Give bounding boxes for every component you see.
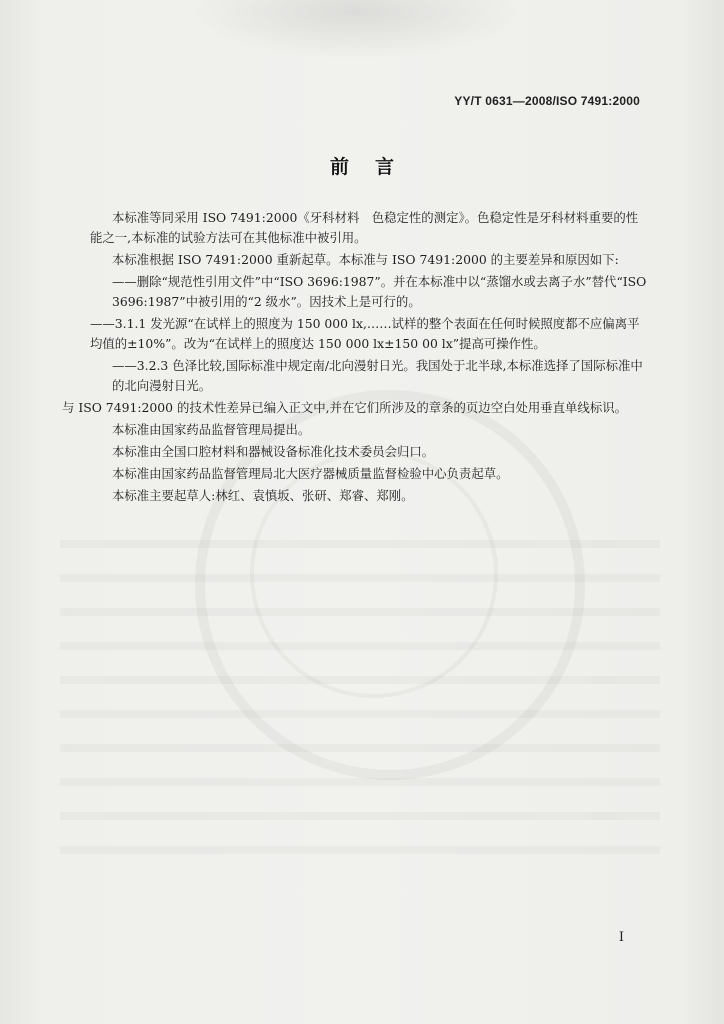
- paragraph-proposer: 本标准由国家药品监督管理局提出。: [112, 422, 311, 437]
- paragraph-difference-3: ——3.2.3 色泽比较,国际标准中规定南/北向漫射日光。我国处于北半球,本标准选择了国际标准中的北向漫射日光。: [112, 358, 643, 393]
- scan-shadow: [190, 0, 520, 60]
- back-page-bleed: [60, 520, 660, 880]
- paragraph-committee: 本标准由全国口腔材料和器械设备标准化技术委员会归口。: [112, 444, 435, 459]
- paragraph-margin-note: 与 ISO 7491:2000 的技术性差异已编入正文中,并在它们所涉及的章条的页边空白处用垂直单线标识。: [62, 400, 627, 415]
- paragraph-difference-1: ——删除“规范性引用文件”中“ISO 3696:1987”。并在本标准中以“蒸馏水或去离子水”替代“ISO 3696:1987”中被引用的“2 级水”。因技术上是可行的。: [112, 274, 647, 309]
- paragraph-differences-intro: 本标准根据 ISO 7491:2000 重新起草。本标准与 ISO 7491:2000 的主要差异和原因如下:: [112, 252, 619, 267]
- paragraph-drafters: 本标准主要起草人:林红、袁慎坂、张研、郑睿、郑刚。: [112, 488, 414, 503]
- page-title: 前言: [329, 156, 420, 178]
- paragraph-difference-2: ——3.1.1 发光源“在试样上的照度为 150 000 lx,……试样的整个表面在任何时候照度都不应偏离平均值的±10%”。改为“在试样上的照度达 150 000 lx±150 00 lx”提高可操作性。: [90, 316, 640, 351]
- paragraph-adoption: 本标准等同采用 ISO 7491:2000《牙科材料 色稳定性的测定》。色稳定性是牙科材料重要的性能之一,本标准的试验方法可在其他标准中被引用。: [90, 210, 639, 245]
- foreword-body: [62, 208, 648, 508]
- standard-code: YY/T 0631—2008/ISO 7491:2000: [454, 94, 640, 108]
- paragraph-drafting-unit: 本标准由国家药品监督管理局北大医疗器械质量监督检验中心负责起草。: [112, 466, 509, 481]
- page-number: I: [618, 930, 624, 945]
